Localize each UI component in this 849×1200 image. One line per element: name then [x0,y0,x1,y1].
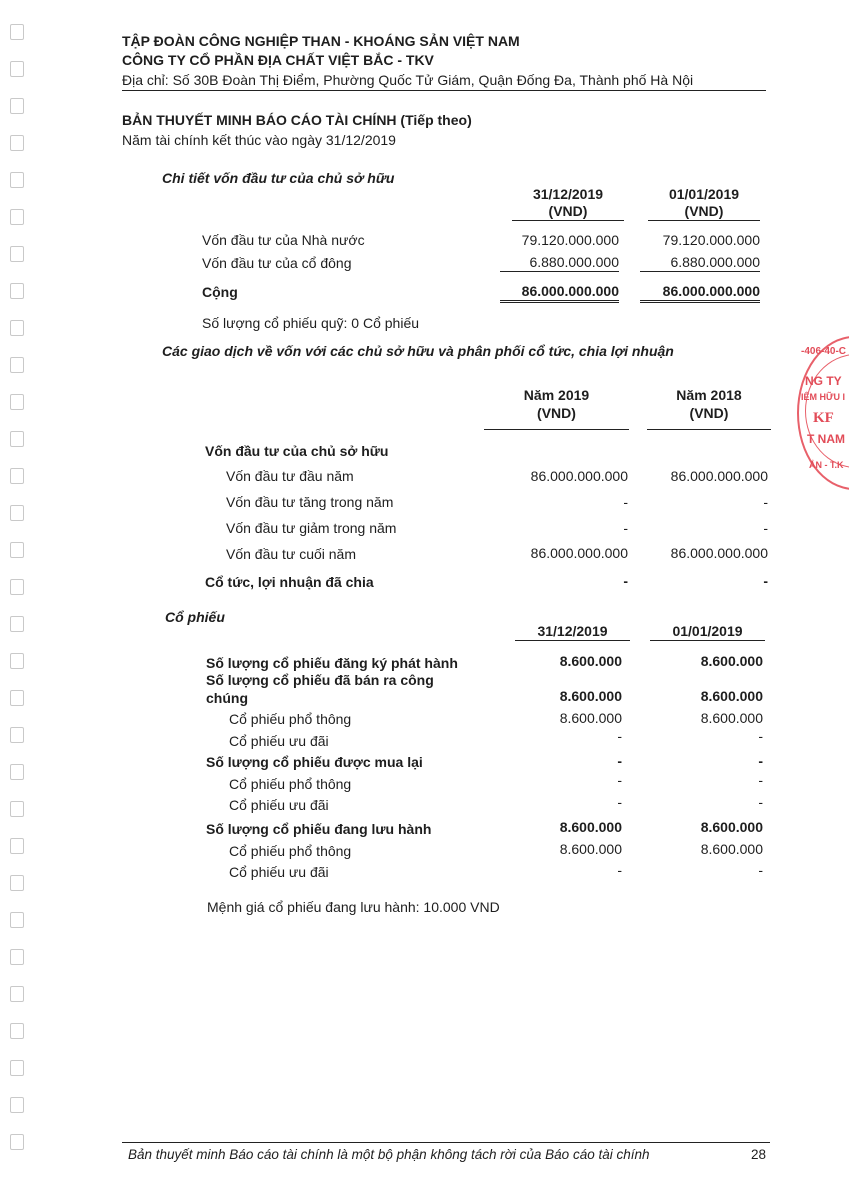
row-value-1: - [623,494,628,510]
par-value-note: Mệnh giá cổ phiếu đang lưu hành: 10.000 VND [207,899,500,915]
row-value-2: - [758,772,763,788]
group-label: Vốn đầu tư của chủ sở hữu [205,443,389,459]
row-label: Vốn đầu tư đầu năm [226,468,354,484]
binder-hole [10,1097,24,1113]
col-divider [647,429,771,430]
row-value-1: - [617,772,622,788]
col-divider [484,429,629,430]
stamp-text: IÊM HỮU I [801,392,845,402]
row-value-1: - [623,520,628,536]
col-header-1: Năm 2019 [523,387,590,403]
company-seal-stamp [795,328,849,490]
row-value-2: 8.600.000 [700,688,763,704]
row-value-2: 79.120.000.000 [662,232,760,248]
company-address: Địa chỉ: Số 30B Đoàn Thị Điểm, Phường Quốc Tử Giám, Quận Đống Đa, Thành phố Hà Nội [122,72,694,88]
row-value-2: 8.600.000 [700,841,763,857]
row-label: Số lượng cổ phiếu được mua lại [206,754,423,770]
total-value-1: 86.000.000.000 [500,283,619,303]
row-value-1: 8.600.000 [559,841,622,857]
stamp-text: ẮN - T.K [809,460,844,470]
col-header-1: 31/12/2019 [515,623,630,641]
row-value-1: 8.600.000 [559,819,622,835]
binder-hole [10,135,24,151]
stamp-text: KF [813,410,834,426]
row-value-1: 8.600.000 [559,710,622,726]
section-owner-capital-heading: Chi tiết vốn đầu tư của chủ sở hữu [162,170,395,186]
col-header-2-unit: (VND) [689,405,729,421]
binder-hole [10,875,24,891]
total-label: Cộng [202,284,238,300]
col-header-2: 01/01/2019 [650,623,765,641]
dividend-label: Cổ tức, lợi nhuận đã chia [205,574,374,590]
row-label: Cổ phiếu ưu đãi [229,797,329,813]
binder-hole [10,986,24,1002]
row-value-2: - [758,794,763,810]
binder-hole [10,912,24,928]
dividend-value-2: - [763,573,768,589]
col-header-1-unit: (VND) [537,405,576,421]
row-value-2: - [758,753,763,769]
footer-note: Bản thuyết minh Báo cáo tài chính là một bộ phận không tách rời của Báo cáo tài chính [128,1147,650,1162]
row-value-1: - [617,794,622,810]
row-value-1: 86.000.000.000 [530,468,628,484]
row-value-2: - [758,728,763,744]
binder-hole [10,98,24,114]
row-value-1: 79.120.000.000 [521,232,619,248]
row-label: Vốn đầu tư tăng trong năm [226,494,394,510]
row-value-1: - [617,862,622,878]
binder-hole [10,542,24,558]
total-value-2: 86.000.000.000 [640,283,760,303]
binder-hole [10,579,24,595]
stamp-text: NG TY [805,374,842,388]
row-label: Cổ phiếu phổ thông [229,711,352,727]
row-value-2: 8.600.000 [700,819,763,835]
binder-hole [10,801,24,817]
binder-hole [10,616,24,632]
row-value-1: 86.000.000.000 [530,545,628,561]
row-label: Vốn đầu tư của Nhà nước [202,232,365,248]
binder-hole [10,246,24,262]
row-value-1: 8.600.000 [559,688,622,704]
row-value-1: 8.600.000 [559,653,622,669]
row-value-2: - [763,520,768,536]
row-label: Vốn đầu tư giảm trong năm [226,520,397,536]
row-label: Vốn đầu tư cuối năm [226,546,357,562]
row-value-2: 86.000.000.000 [670,468,768,484]
col-header-1-unit: (VND) [512,203,624,221]
col-header-2-unit: (VND) [648,203,760,221]
col-header-2: 01/01/2019 [668,186,740,202]
row-label: Cổ phiếu ưu đãi [229,733,329,749]
binder-hole [10,209,24,225]
binder-hole [10,468,24,484]
row-label-line1: Số lượng cổ phiếu đã bán ra công [206,672,434,688]
stamp-text: T NAM [807,432,845,446]
fiscal-period: Năm tài chính kết thúc vào ngày 31/12/2019 [122,132,396,148]
row-value-1: - [617,728,622,744]
binder-hole [10,431,24,447]
treasury-shares-note: Số lượng cổ phiếu quỹ: 0 Cổ phiếu [202,315,420,331]
col-header-1: 31/12/2019 [532,186,604,202]
header-divider [122,90,766,91]
binder-hole [10,24,24,40]
row-label: Số lượng cổ phiếu đăng ký phát hành [206,655,458,671]
page-number: 28 [750,1147,766,1162]
binder-hole [10,838,24,854]
footer-divider [122,1142,770,1143]
binder-hole [10,764,24,780]
binder-hole [10,172,24,188]
dividend-value-1: - [623,573,628,589]
row-value-2: - [758,862,763,878]
binder-hole [10,1060,24,1076]
binder-hole [10,505,24,521]
binder-hole [10,690,24,706]
row-label-line2: chúng [206,690,248,706]
row-value-2: 8.600.000 [700,710,763,726]
binder-hole [10,1134,24,1150]
section-capital-transactions-heading: Các giao dịch về vốn với các chủ sở hữu và phân phối cổ tức, chia lợi nhuận [162,343,674,359]
row-value-2: - [763,494,768,510]
binder-hole [10,949,24,965]
row-value-1: 6.880.000.000 [500,254,619,272]
row-label: Số lượng cổ phiếu đang lưu hành [206,821,432,837]
row-value-2: 6.880.000.000 [640,254,760,272]
binder-hole [10,357,24,373]
binder-hole [10,653,24,669]
stamp-text: -406-40-C [801,346,847,357]
binder-hole [10,61,24,77]
row-label: Cổ phiếu phổ thông [229,776,352,792]
binder-hole [10,394,24,410]
binder-hole [10,320,24,336]
row-label: Vốn đầu tư của cổ đông [202,255,352,271]
row-value-1: - [617,753,622,769]
row-label: Cổ phiếu phổ thông [229,843,352,859]
row-label: Cổ phiếu ưu đãi [229,864,329,880]
binder-hole [10,283,24,299]
row-value-2: 8.600.000 [700,653,763,669]
document-title: BẢN THUYẾT MINH BÁO CÁO TÀI CHÍNH (Tiếp theo) [122,112,472,128]
section-shares-heading: Cổ phiếu [165,609,225,625]
company-name: CÔNG TY CỔ PHẦN ĐỊA CHẤT VIỆT BẮC - TKV [122,52,434,68]
row-value-2: 86.000.000.000 [670,545,768,561]
group-name: TẬP ĐOÀN CÔNG NGHIỆP THAN - KHOÁNG SẢN VIỆT NAM [122,33,520,49]
col-header-2: Năm 2018 [676,387,742,403]
binder-hole [10,1023,24,1039]
binder-hole [10,727,24,743]
